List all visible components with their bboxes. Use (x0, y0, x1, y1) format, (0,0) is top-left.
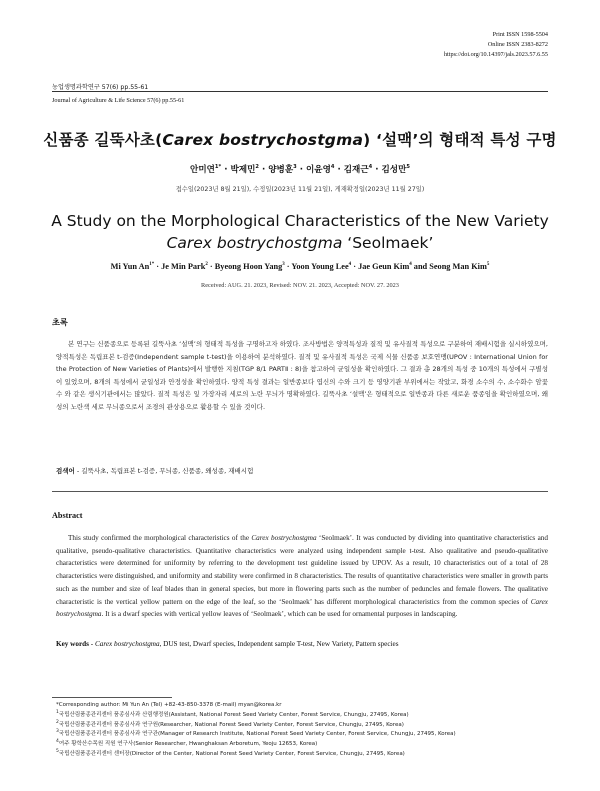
author-separator: · (372, 165, 382, 175)
author-ko-4-affil: 4 (330, 164, 335, 171)
abstract-en-text-1: This study confirmed the morphological characteristics of the (68, 534, 252, 542)
author-en-3: Byeong Hoon Yang (214, 262, 283, 271)
author-en-5: Jae Geun Kim (358, 262, 410, 271)
footnote-1 (56, 711, 556, 721)
keywords-english-text: , DUS test, Dwarf species, Independent sample T-test, New Variety, Pattern species (159, 640, 399, 648)
keywords-english-label: Key words (56, 640, 89, 648)
keywords-korean-text: - 길뚝사초, 독립표본 t-검증, 무늬종, 신품종, 왜성종, 재배시험 (74, 467, 254, 475)
journal-name-english: Journal of Agriculture & Life Science 57(6) pp.55-61 (52, 97, 185, 104)
footnote-rule (52, 697, 172, 698)
author-separator: · (258, 165, 269, 175)
title-ko-pre: 신품종 길뚝사초( (43, 131, 163, 149)
footnote-5 (56, 750, 556, 760)
footnote-5-marker: 5 (56, 749, 59, 755)
footnote-3-text: 국립산림품종관리센터 품종심사과 연구관(Manager of Research Institute, National Forest Seed Variety Center, Forest Service, Chungju, 27495, Korea) (58, 731, 456, 738)
footnote-4-text: 여주 황학산수목원 직원 연구사(Senior Researcher, Hwanghaksan Arboretum, Yeoju 12653, Korea) (58, 741, 318, 748)
author-en-3-affil: 3 (282, 262, 285, 268)
author-ko-1: 안미연 (190, 165, 215, 175)
title-en-species: Carex bostrychostgma (166, 234, 343, 252)
author-ko-3: 양병훈 (268, 165, 294, 175)
title-english (30, 210, 570, 254)
issn-online: Online ISSN 2383-8272 (487, 41, 548, 48)
dates-korean: 접수일(2023년 8월 21일), 수정일(2023년 11월 21일), 게재확정일(2023년 11월 27일) (175, 186, 425, 193)
footnote-4 (56, 740, 556, 750)
author-ko-6-affil: 5 (406, 164, 410, 171)
footnote-2-marker: 2 (56, 719, 59, 725)
section-rule (52, 491, 548, 492)
footnote-1-marker: 1 (56, 709, 59, 715)
title-ko-post: ) ‘설맥’의 형태적 특성 구명 (363, 131, 557, 149)
keywords-english-species: Carex bostrychostgma (94, 640, 160, 648)
author-ko-4: 이윤영 (305, 165, 331, 175)
abstract-english-body (56, 532, 548, 621)
author-separator: · (334, 165, 344, 175)
footnote-2-text: 국립산림품종관리센터 품종심사과 연구원(Researcher, National Forest Seed Variety Center, Forest Service, Chungju, 27495, Korea) (58, 721, 404, 728)
authors-english (30, 262, 570, 271)
author-separator: · (296, 165, 306, 175)
author-ko-2-affil: 2 (255, 164, 259, 171)
footnote-2 (56, 721, 556, 731)
author-en-1: Mi Yun An (110, 262, 150, 271)
header-rule (52, 91, 548, 92)
dates-english: Received: AUG. 21. 2023, Revised: NOV. 21. 2023, Accepted: NOV. 27. 2023 (201, 282, 399, 289)
title-korean (40, 128, 560, 150)
author-ko-6: 김성만 (381, 165, 407, 175)
keywords-korean (56, 466, 548, 475)
author-separator: · (284, 262, 292, 271)
abstract-en-species-2: Carex bostrychostgma (56, 597, 548, 619)
authors-korean (40, 163, 560, 175)
abstract-korean-body: 본 연구는 신품종으로 등록된 길뚝사초 ‘설맥’의 형태적 특성을 구명하고자 하였다. 조사방법은 양적특성과 질적 및 유사질적 특성으로 구분하여 재배시험을 실시하였으며, 양적특성은 독립표본 t-검증(Independent sample t-test)을 이용하여 분석하였다. 질적 및 유사질적 특성은 국제 식물 신품종 보호연맹(UPOV : International Union for the Protection of New Varieties of Plants)에서 발행한 지침(TGP 8/1 PARTⅡ : 8)을 참고하여 균일성을 확인하였다. 그 결과 총 28개의 특성 중 10개의 특성에서 구별성이 있었으며, 8개의 특성에서 균일성과 안정성을 확인하였다. 양적 특성 결과는 일반종보다 엽신의 수와 크기 등 영양기관 부위에서는 작았고, 화경 소수의 수, 소수화수 암꽃 수 와 같은 생식기관에서는 많았다. 질적 특성은 잎 가장자리 세로의 노란 무늬가 명확하였다. 길뚝사초 ‘설맥’은 형태적으로 일반종과 다른 새로운 품종임을 확인하였으며, 왜성의 노란색 세로 무늬종으로서 조경의 관상용으로 활용할 수 있을 것이다. (56, 340, 548, 411)
author-separator: · (221, 165, 231, 175)
footnote-4-marker: 4 (56, 739, 59, 745)
author-en-4-affil: 4 (348, 262, 352, 268)
author-ko-2: 박제민 (230, 165, 256, 175)
author-separator: · (207, 262, 215, 271)
author-en-6-affil: 5 (486, 262, 490, 268)
keywords-korean-label: 검색어 (56, 467, 75, 475)
footnote-1-text: 국립산림품종관리센터 품종심사과 산림행정원(Assistant, National Forest Seed Variety Center, Forest Service, Chungju, 27495, Korea) (58, 711, 409, 718)
abstract-en-text-3: . It is a dwarf species with vertical yellow leaves of ‘Seolmaek’, which can be used for ornamental purposes in landscaping. (101, 610, 458, 619)
title-en-cultivar: ‘Seolmaek’ (342, 234, 434, 252)
author-ko-1-affil: 1* (214, 164, 222, 171)
abstract-en-text-2: ‘Seolmaek’. It was conducted by dividing into quantitative characteristics and qualitative, pseudo-qualitative characteristics. Quantitative characteristics were analyzed using independent sample t-test. Also qualitative and pseudo-qualitative characteristics were determined for uniformity by referring to the development test guideline issued by UPOV. As a result, 10 characteristics out of a total of 28 characteristics were distinguished, and uniformity and stability were confirmed in 8 characteristics. The results of quantitative characteristics were smaller in growth parts such as the number and size of leaf blades than in general species, but more in flowering parts such as the number of peduncles and female flowers. The qualitative characteristic is the vertical yellow pattern on the edge of the leaf, so the ‘Seolmaek’ has different morphological characteristics from the common species of (56, 534, 548, 606)
keywords-separator: - (88, 640, 95, 648)
footnote-3-marker: 3 (56, 729, 59, 735)
abstract-en-species-1: Carex bostrychostgma (251, 534, 317, 542)
title-en-line2 (30, 232, 570, 254)
author-en-2: Je Min Park (161, 262, 206, 271)
author-separator: · (154, 262, 162, 271)
author-separator: · (351, 262, 359, 271)
journal-name-korean: 농업생명과학연구 57(6) pp.55-61 (52, 84, 149, 91)
footnotes (56, 701, 556, 760)
issn-block (348, 30, 548, 60)
footnote-corresponding: *Corresponding author: Mi Yun An (Tel) +82-43-850-3378 (E-mail) myan@korea.kr (56, 702, 282, 708)
footnote-5-text: 국립산림품종관리센터 센터장(Director of the Center, National Forest Seed Variety Center, Forest Service, Chungju, 27495, Korea) (58, 750, 405, 757)
author-ko-3-affil: 3 (293, 164, 297, 171)
doi-link[interactable]: https://doi.org/10.14397/jals.2023.57.6.55 (443, 51, 548, 58)
abstract-korean-heading: 초록 (52, 317, 68, 327)
keywords-english (56, 640, 548, 648)
author-en-2-affil: 2 (205, 262, 208, 268)
title-ko-species: Carex bostrychostgma (162, 131, 364, 149)
title-en-line1: A Study on the Morphological Characteristics of the New Variety (51, 212, 549, 230)
author-en-6: Seong Man Kim (429, 262, 487, 271)
author-en-1-affil: 1* (149, 262, 155, 268)
issn-print: Print ISSN 1598-5504 (492, 31, 548, 38)
author-and: and (411, 262, 430, 271)
author-ko-5: 김재근 (343, 165, 369, 175)
author-en-5-affil: 4 (409, 262, 412, 268)
abstract-english-heading: Abstract (52, 511, 83, 520)
author-ko-5-affil: 4 (368, 164, 373, 171)
author-en-4: Yoon Young Lee (291, 262, 349, 271)
footnote-3 (56, 730, 556, 740)
